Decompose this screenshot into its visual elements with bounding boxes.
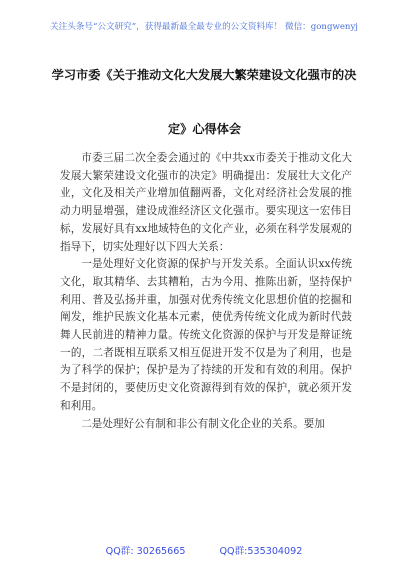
document-title-line-1: 学习市委《关于推动文化大发展大繁荣建设文化强市的决 <box>51 68 357 82</box>
footer-qq-group-2: QQ群:535304092 <box>219 546 303 557</box>
document-body <box>60 150 352 433</box>
paragraph-point-1: 一是处理好文化资源的保护与开发关系。全面认识xx传统文化，取其精华、去其糟粕，古为今用、推陈出新，坚持保护利用、普及弘扬并重，加强对优秀传统文化思想价值的挖掘和阐发，维护民族文化基本元素，使优秀传统文化成为新时代鼓舞人民前进的精神力量。传统文化资源的保护与开发是辩证统一的，二者既相互联系又相互促进开发不仅是为了利用，也是为了科学的保护；保护是为了持续的开发和有效的利用。保护不是封闭的，要使历史文化资源得到有效的保护，就必须开发和利用。 <box>60 258 352 412</box>
paragraph-point-2: 二是处理好公有制和非公有制文化企业的关系。要加 <box>81 417 325 430</box>
footer-qq-group-1: QQ群: 30265665 <box>105 546 186 557</box>
document-title-line-2: 定》心得体会 <box>168 122 242 136</box>
paragraph-intro: 市委三届二次全委会通过的《中共xx市委关于推动文化大发展大繁荣建设文化强市的决定》明确提出：发展壮大文化产业，文化及相关产业增加值翻两番，文化对经济社会发展的推动力明显增强，建设成淮经济区文化强市。要实现这一宏伟目标，发展好具有xx地域特色的文化产业，必须在科学发展观的指导下，切实处理好以下四大关系： <box>60 152 352 253</box>
footer-qq-groups <box>0 543 408 557</box>
header-banner: 关注头条号“公文研究”，获得最新最全最专业的公文资料库！ 微信：gongwenyj <box>50 22 358 32</box>
